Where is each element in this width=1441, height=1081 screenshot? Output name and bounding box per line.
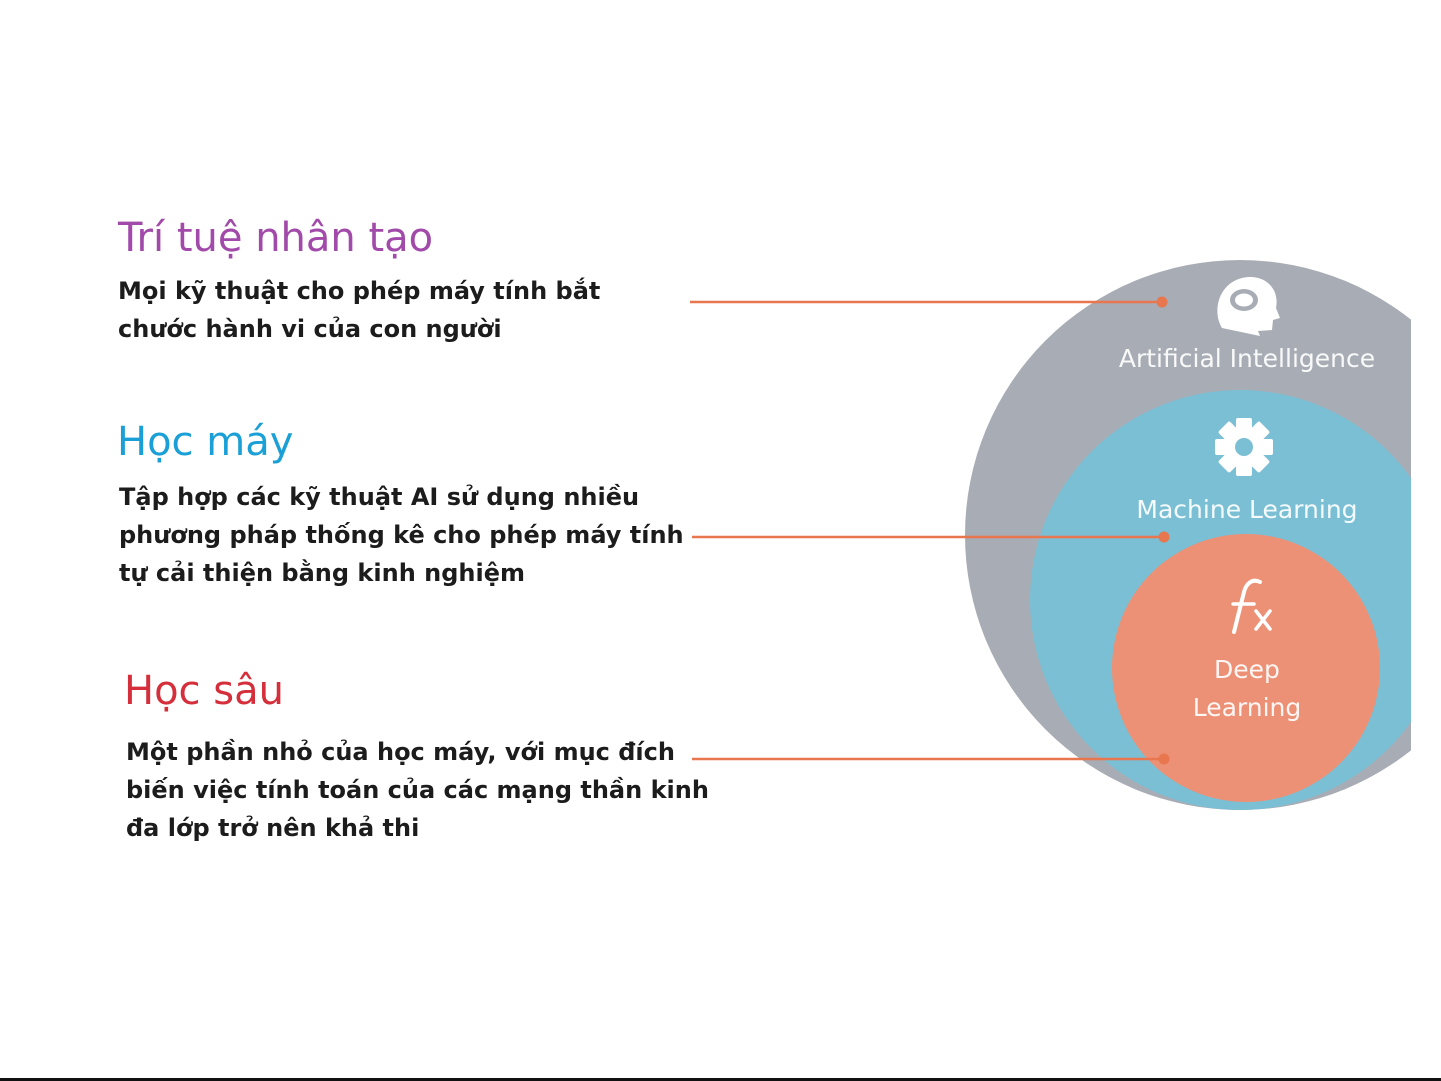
description-line: chước hành vi của con người: [118, 315, 502, 343]
section-title-dl: Học sâu: [124, 668, 284, 714]
description-line: biến việc tính toán của các mạng thần kinh: [126, 776, 709, 804]
ai-circle-label: Artificial Intelligence: [1118, 344, 1376, 373]
dl-circle-label-line1: Deep: [1214, 655, 1280, 684]
description-line: Tập hợp các kỹ thuật AI sử dụng nhiều: [119, 483, 640, 511]
section-title-ml: Học máy: [117, 419, 294, 465]
description-line: tự cải thiện bằng kinh nghiệm: [119, 559, 525, 587]
description-line: Mọi kỹ thuật cho phép máy tính bắt: [118, 277, 601, 305]
section-title-ai: Trí tuệ nhân tạo: [118, 215, 434, 261]
description-line: đa lớp trở nên khả thi: [126, 814, 420, 842]
description-line: Một phần nhỏ của học máy, với mục đích: [126, 738, 675, 766]
dl-circle-label-line2: Learning: [1192, 693, 1302, 722]
gear-icon: [1215, 418, 1273, 476]
ml-circle-label: Machine Learning: [1136, 495, 1358, 524]
description-line: phương pháp thống kê cho phép máy tính: [119, 521, 684, 549]
